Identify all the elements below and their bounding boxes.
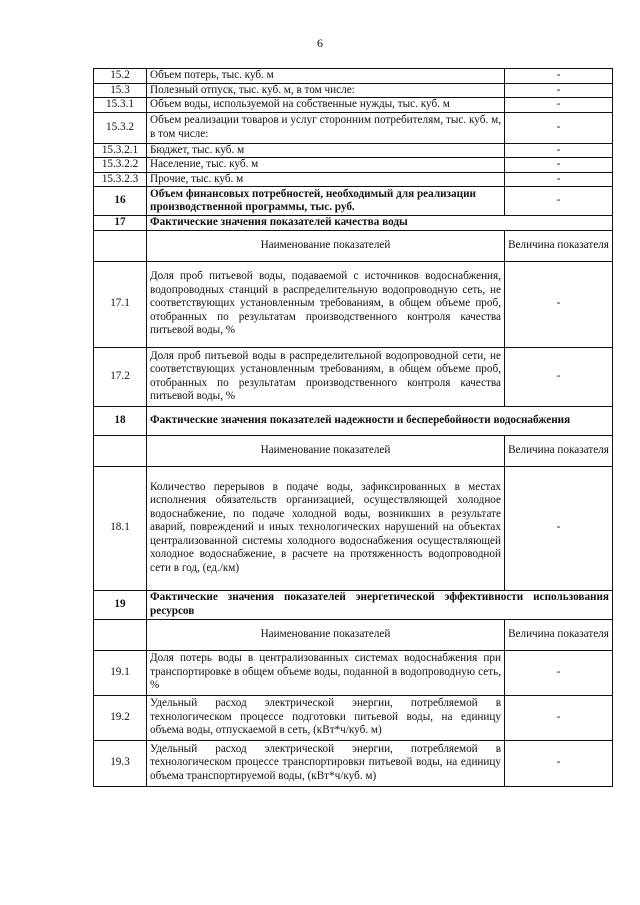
section-row (94, 216, 613, 231)
row-number: 16 (94, 187, 147, 216)
header-name: Наименование показателей (147, 619, 505, 650)
table-row (94, 98, 613, 113)
row-number: 15.2 (94, 69, 147, 84)
table-row (94, 69, 613, 84)
table-row (94, 143, 613, 158)
row-number: 17.2 (94, 347, 147, 406)
row-number: 18.1 (94, 466, 147, 590)
row-text: Удельный расход электрической энергии, потребляемой в технологическом процессе транспортировки питьевой воды, на единицу объема транспортируемой воды, (кВт*ч/куб. м) (147, 740, 505, 786)
row-value: - (505, 143, 613, 158)
row-text: Объем реализации товаров и услуг сторонним потребителям, тыс. куб. м, в том числе: (147, 112, 505, 143)
row-number: 15.3.2.2 (94, 158, 147, 173)
row-number: 15.3.2.3 (94, 172, 147, 187)
row-text: Прочие, тыс. куб. м (147, 172, 505, 187)
header-name: Наименование показателей (147, 230, 505, 261)
row-text: Бюджет, тыс. куб. м (147, 143, 505, 158)
table-row (94, 650, 613, 695)
header-row (94, 435, 613, 466)
row-text: Количество перерывов в подаче воды, зафиксированных в местах исполнения обязательств организацией, осуществляющей холодное водоснабжение, по подаче холодной воды, возникших в результате аварий, повреждений и иных технологических нарушений на объектах централизованной системы холодного водоснабжения осуществляющей холодное водоснабжение, в расчете на протяженность водопроводной сети в год, (ед./км) (147, 466, 505, 590)
row-number: 15.3 (94, 83, 147, 98)
row-text: Население, тыс. куб. м (147, 158, 505, 173)
header-row (94, 230, 613, 261)
row-text: Доля проб питьевой воды, подаваемой с источников водоснабжения, водопроводных станций в распределительную водопроводную сеть, не соответствующих установленным требованиям, в общем объеме проб, отобранных по результатам производственного контроля качества питьевой воды, % (147, 261, 505, 347)
header-name: Наименование показателей (147, 435, 505, 466)
section-number: 19 (94, 590, 147, 619)
table-row (94, 112, 613, 143)
row-number: 15.3.2.1 (94, 143, 147, 158)
row-value: - (505, 158, 613, 173)
indicators-table (93, 68, 613, 787)
table-row (94, 187, 613, 216)
table-row (94, 347, 613, 406)
row-text: Полезный отпуск, тыс. куб. м, в том числе: (147, 83, 505, 98)
header-value: Величина показателя (505, 435, 613, 466)
row-number: 19.2 (94, 695, 147, 740)
section-row (94, 406, 613, 435)
row-number: 17.1 (94, 261, 147, 347)
table-row (94, 83, 613, 98)
row-number: 15.3.1 (94, 98, 147, 113)
row-value: - (505, 650, 613, 695)
header-empty (94, 230, 147, 261)
section-title: Фактические значения показателей качества воды (147, 216, 613, 231)
row-number: 19.3 (94, 740, 147, 786)
section-number: 17 (94, 216, 147, 231)
row-value: - (505, 347, 613, 406)
row-value: - (505, 98, 613, 113)
row-number: 15.3.2 (94, 112, 147, 143)
row-value: - (505, 261, 613, 347)
row-text: Доля проб питьевой воды в распределительной водопроводной сети, не соответствующих установленным требованиям, в общем объеме проб, отобранных по результатам производственного контроля качества питьевой воды, % (147, 347, 505, 406)
row-value: - (505, 466, 613, 590)
section-row (94, 590, 613, 619)
row-value: - (505, 83, 613, 98)
row-value: - (505, 695, 613, 740)
table-row (94, 172, 613, 187)
row-text: Объем воды, используемой на собственные нужды, тыс. куб. м (147, 98, 505, 113)
table-row (94, 158, 613, 173)
table-row (94, 261, 613, 347)
row-number: 19.1 (94, 650, 147, 695)
row-text: Объем потерь, тыс. куб. м (147, 69, 505, 84)
row-text: Доля потерь воды в централизованных системах водоснабжения при транспортировке в общем объеме воды, поданной в водопроводную сеть, % (147, 650, 505, 695)
row-value: - (505, 172, 613, 187)
row-value: - (505, 187, 613, 216)
page-number: 6 (317, 36, 323, 50)
header-row (94, 619, 613, 650)
row-text: Объем финансовых потребностей, необходимый для реализации производственной программы, тыс. руб. (147, 187, 505, 216)
table-row (94, 695, 613, 740)
section-title: Фактические значения показателей энергетической эффективности использования ресурсов (147, 590, 613, 619)
header-value: Величина показателя (505, 230, 613, 261)
section-number: 18 (94, 406, 147, 435)
row-text: Удельный расход электрической энергии, потребляемой в технологическом процессе подготовки питьевой воды, на единицу объема воды, отпускаемой в сеть, (кВт*ч/куб. м) (147, 695, 505, 740)
header-value: Величина показателя (505, 619, 613, 650)
table-row (94, 466, 613, 590)
row-value: - (505, 740, 613, 786)
row-value: - (505, 112, 613, 143)
row-value: - (505, 69, 613, 84)
header-empty (94, 435, 147, 466)
section-title: Фактические значения показателей надежности и бесперебойности водоснабжения (147, 406, 613, 435)
table-row (94, 740, 613, 786)
header-empty (94, 619, 147, 650)
